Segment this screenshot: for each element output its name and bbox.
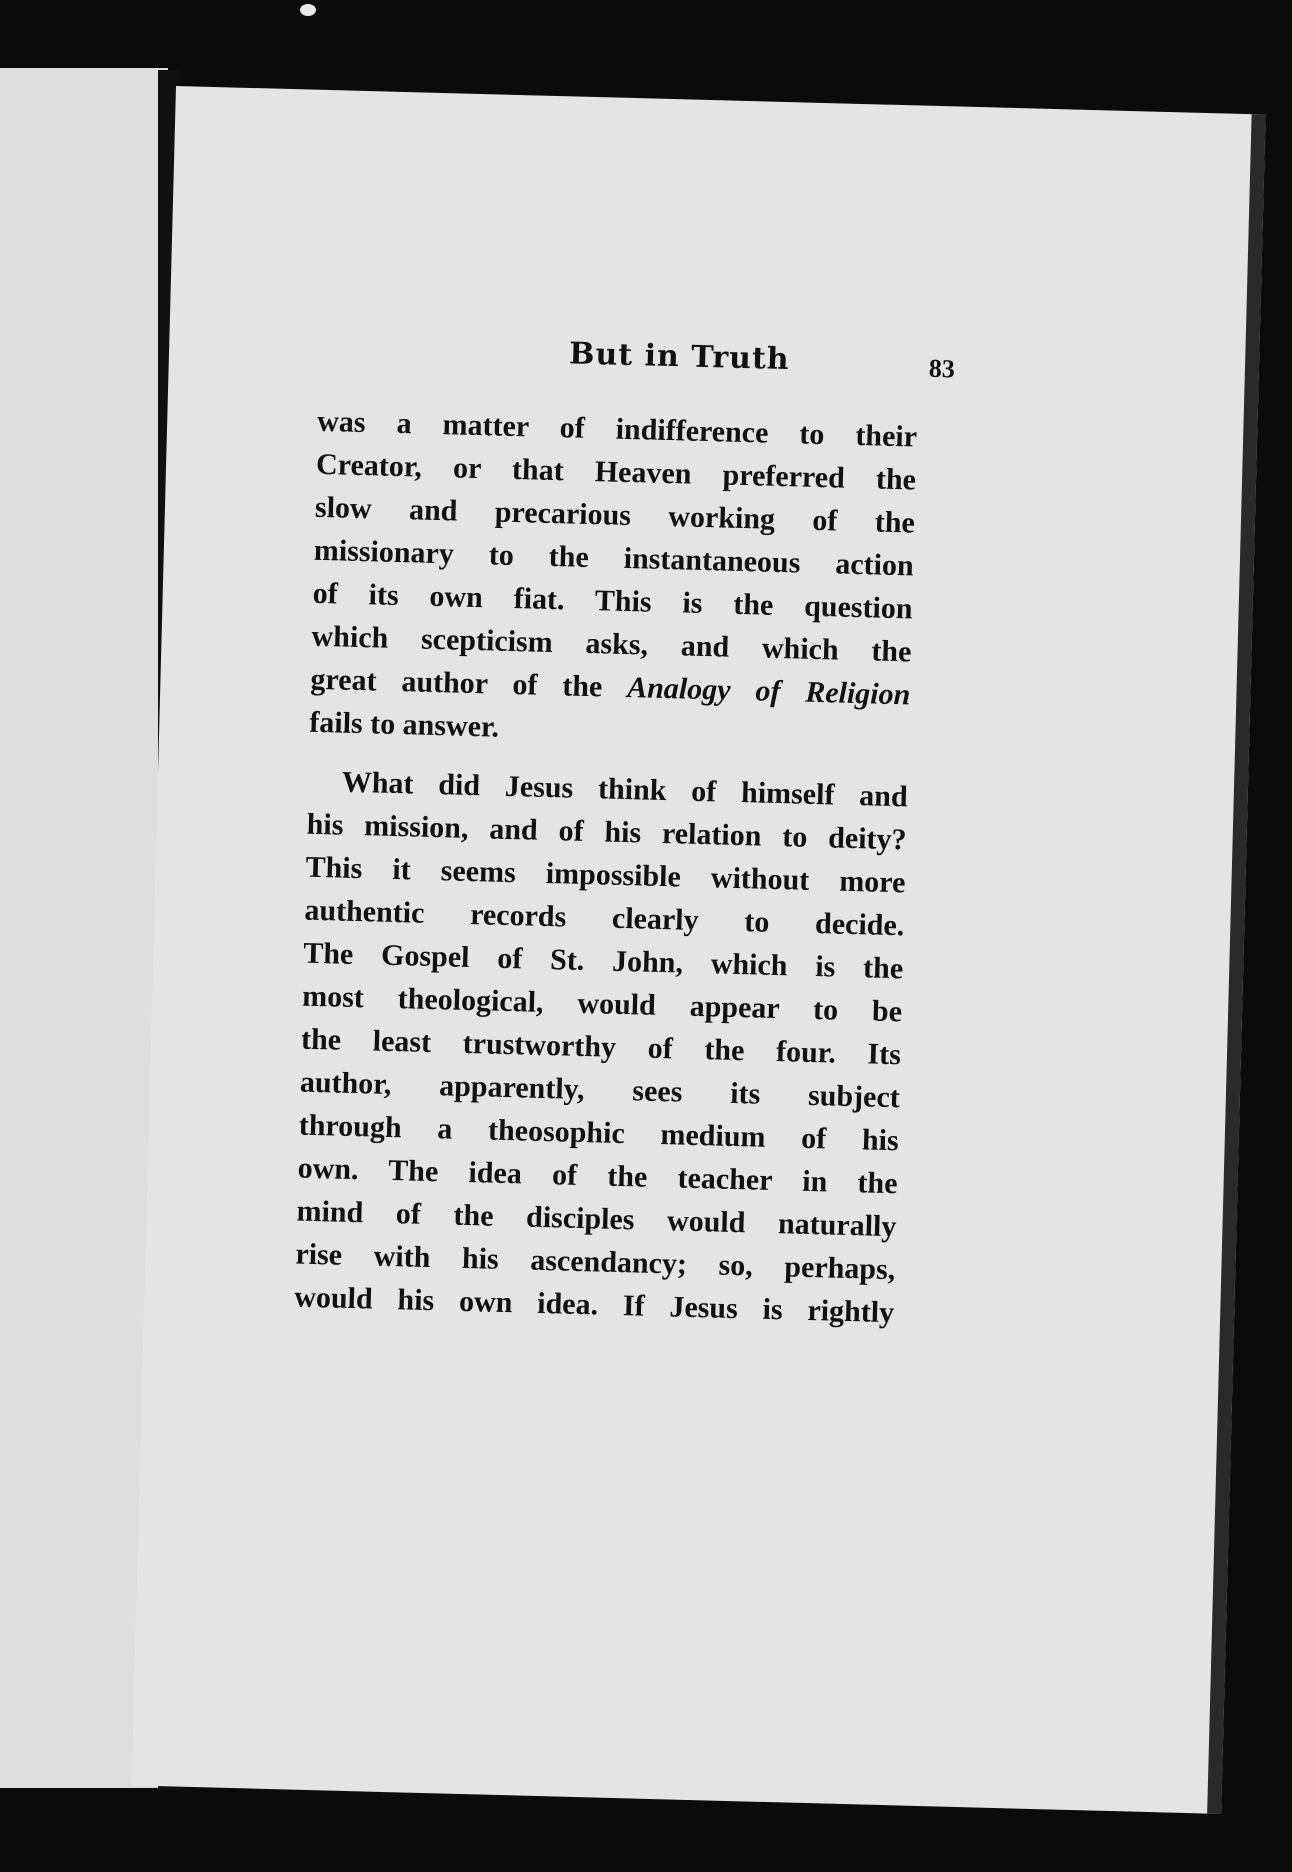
paragraph-1 bbox=[309, 400, 918, 760]
text-line: was a matter of indifference to their bbox=[316, 404, 918, 454]
text-line: The Gospel of St. John, which is the bbox=[302, 936, 904, 986]
text-line: the least trustworthy of the four. Its bbox=[300, 1022, 902, 1072]
running-head bbox=[368, 331, 969, 393]
text-line-segment: great author of the bbox=[310, 662, 628, 705]
text-line: his mission, and of his relation to deity? bbox=[306, 807, 907, 857]
text-line: What did Jesus think of himself and bbox=[341, 765, 909, 814]
page-number: 83 bbox=[928, 353, 956, 384]
text-line: Creator, or that Heaven preferred the bbox=[315, 447, 917, 497]
book-page bbox=[131, 86, 1265, 1814]
text-line: which scepticism asks, and which the bbox=[311, 619, 912, 669]
scan-speck bbox=[300, 4, 316, 16]
text-line: through a theosophic medium of his bbox=[298, 1108, 900, 1158]
paragraph-2 bbox=[294, 760, 908, 1335]
text-line: would his own idea. If Jesus is rightly bbox=[293, 1280, 895, 1330]
text-line: most theological, would appear to be bbox=[301, 979, 903, 1029]
text-line: missionary to the instantaneous action bbox=[313, 533, 915, 583]
text-line: author, apparently, sees its subject bbox=[299, 1065, 901, 1115]
text-line: rise with his ascendancy; so, perhaps, bbox=[295, 1237, 896, 1287]
text-line: own. The idea of the teacher in the bbox=[297, 1151, 898, 1201]
text-line: slow and precarious working of the bbox=[314, 490, 916, 540]
text-line: This it seems impossible without more bbox=[305, 850, 906, 900]
text-line: fails to answer. bbox=[308, 705, 500, 744]
book-title-italic: Analogy of Religion bbox=[626, 671, 911, 712]
running-head-title: But in Truth bbox=[568, 336, 791, 378]
text-line: of its own fiat. This is the question bbox=[312, 576, 913, 626]
body-text bbox=[294, 400, 918, 1334]
text-line: authentic records clearly to decide. bbox=[304, 893, 905, 943]
text-line: mind of the disciples would naturally bbox=[296, 1194, 897, 1244]
